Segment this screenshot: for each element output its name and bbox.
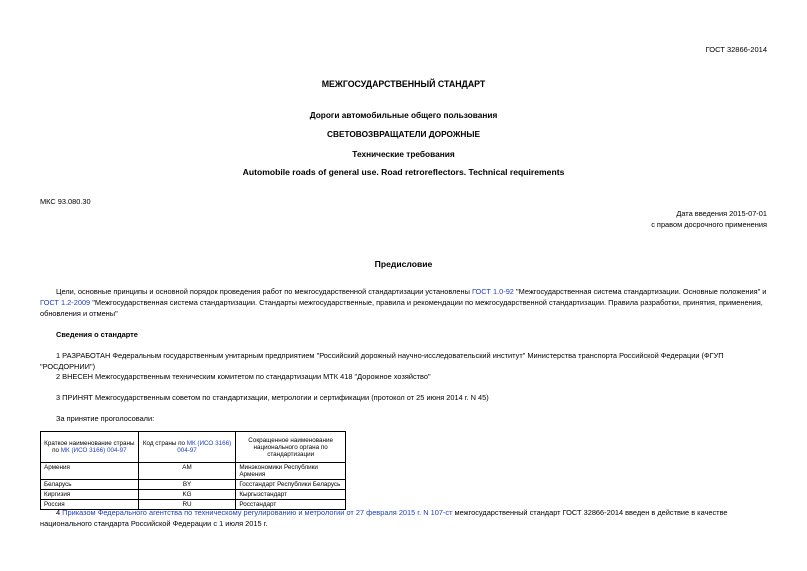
body-cell: Минэкономики Республики Армения xyxy=(236,463,346,480)
body-cell: Росстандарт xyxy=(236,500,346,510)
country-name-header xyxy=(41,432,139,463)
early-application-note: с правом досрочного применения xyxy=(651,220,767,229)
submitted-by-item: 2 ВНЕСЕН Межгосударственным техническим комитетом по стандартизации МТК 418 "Дорожное хозяйство" xyxy=(56,372,431,381)
introduction-date xyxy=(651,208,767,230)
mk-iso-3166-link[interactable]: МК (ИСО 3166) 004-97 xyxy=(60,447,127,454)
gost-1-2-2009-link[interactable]: ГОСТ 1.2-2009 xyxy=(40,298,91,308)
foreword-heading: Предисловие xyxy=(374,259,433,269)
enacted-by-item xyxy=(40,507,770,529)
mk-iso-3166-code-link[interactable]: МК (ИСО 3166) 004-97 xyxy=(177,440,232,454)
foreword-text-1: Цели, основные принципы и основной порядок проведения работ по межгосударственной стандартизации установлены xyxy=(56,287,472,296)
rosstandart-order-link[interactable]: Приказом Федерального агентства по техническому регулированию и метрологии от 27 февраля 2015 г. N 107-ст xyxy=(62,508,453,517)
document-code: ГОСТ 32866-2014 xyxy=(705,45,767,54)
country-cell: Беларусь xyxy=(41,480,139,490)
roads-title: Дороги автомобильные общего пользования xyxy=(309,110,498,120)
country-cell: Киргизия xyxy=(41,490,139,500)
foreword-text-3: "Межгосударственная система стандартизации. Стандарты межгосударственные, правила и рекомендации по межгосударственной стандартизации. Правила разработки, принятия, применения, обновления и отмены" xyxy=(40,298,763,319)
code-cell: AM xyxy=(138,463,236,480)
gost-1-0-92-link[interactable]: ГОСТ 1.0-92 xyxy=(471,287,514,296)
voting-countries-table xyxy=(40,431,346,510)
subject-title: СВЕТОВОЗВРАЩАТЕЛИ ДОРОЖНЫЕ xyxy=(326,129,481,139)
country-code-header xyxy=(138,432,236,463)
foreword-paragraph xyxy=(40,286,770,320)
country-cell: Армения xyxy=(41,463,139,480)
foreword-text-2: "Межгосударственная система стандартизации. Основные положения" и xyxy=(513,287,767,296)
adopted-by-item: 3 ПРИНЯТ Межгосударственным советом по стандартизации, метрологии и сертификации (протокол от 25 июня 2014 г. N 45) xyxy=(56,393,489,402)
code-cell: RU xyxy=(138,500,236,510)
mks-code: МКС 93.080.30 xyxy=(40,197,91,206)
table-row xyxy=(41,480,346,490)
english-title: Automobile roads of general use. Road retroreflectors. Technical requirements xyxy=(242,167,565,177)
body-cell: Госстандарт Республики Беларусь xyxy=(236,480,346,490)
standards-body-header: Сокращенное наименование национального органа по стандартизации xyxy=(236,432,346,463)
country-cell: Россия xyxy=(41,500,139,510)
standard-type-title: МЕЖГОСУДАРСТВЕННЫЙ СТАНДАРТ xyxy=(321,79,486,89)
country-name-header-text: Краткое наименование страны по xyxy=(44,440,135,454)
requirements-title: Технические требования xyxy=(352,149,455,159)
table-row xyxy=(41,490,346,500)
table-row xyxy=(41,463,346,480)
code-cell: BY xyxy=(138,480,236,490)
table-header-row xyxy=(41,432,346,463)
voted-for-label: За принятие проголосовали: xyxy=(56,414,155,423)
country-code-header-text: Код страны по xyxy=(142,440,187,447)
body-cell: Кыргызстандарт xyxy=(236,490,346,500)
code-cell: KG xyxy=(138,490,236,500)
developed-by-item: 1 РАЗРАБОТАН Федеральным государственным унитарным предприятием "Российский дорожный научно-исследовательский институт" Министерства транспорта Российской Федерации (ФГУП "РОСДОРНИИ") xyxy=(40,351,724,372)
enacted-item-text: межгосударственный стандарт ГОСТ 32866-2014 введен в действие в качестве национального стандарта Российской Федерации с 1 июля 2015 г. xyxy=(40,508,728,529)
introduction-date-line: Дата введения 2015-07-01 xyxy=(676,209,767,218)
standard-info-heading: Сведения о стандарте xyxy=(56,330,138,339)
enacted-item-number: 4 xyxy=(56,508,63,517)
